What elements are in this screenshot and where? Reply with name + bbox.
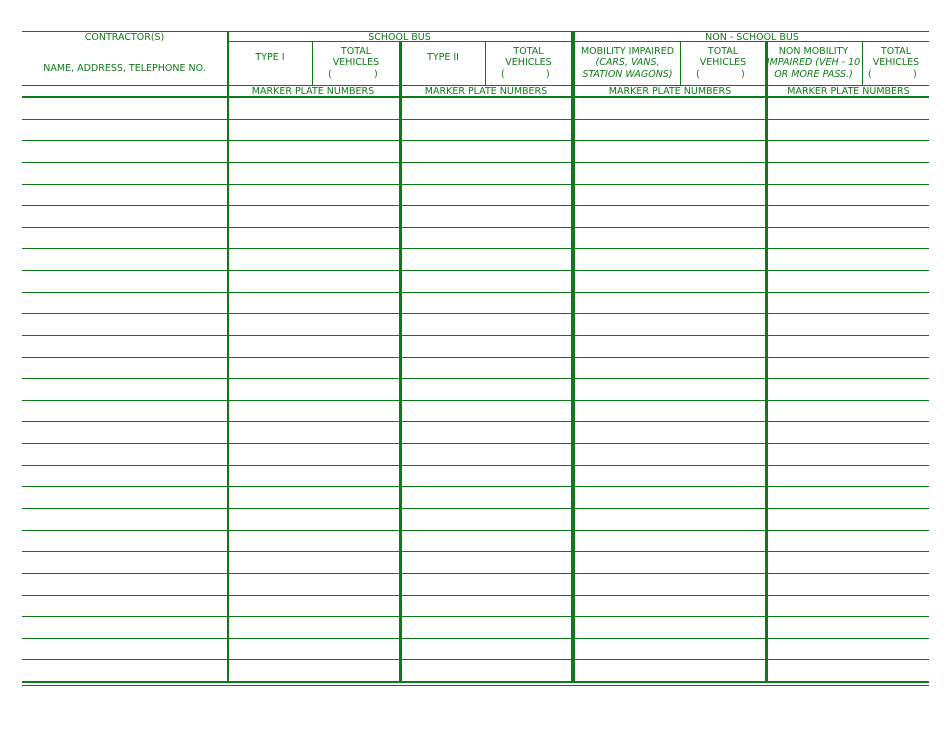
type2-vehicles-label: VEHICLES	[505, 57, 552, 68]
table-row	[22, 140, 929, 141]
mobility-paren-open: (	[696, 69, 700, 80]
col-divider-school-mid	[399, 41, 402, 681]
table-row	[22, 465, 929, 466]
type2-label: TYPE II	[427, 52, 459, 63]
table-row	[22, 378, 929, 379]
mobility-paren-close: )	[741, 69, 745, 80]
table-row	[22, 313, 929, 314]
table-row	[22, 184, 929, 185]
table-row	[22, 270, 929, 271]
mobility-line3: STATION WAGONS)	[582, 69, 673, 80]
bottom-rule-1	[22, 681, 929, 683]
type2-paren-close: )	[546, 69, 550, 80]
table-row	[22, 659, 929, 660]
contractors-label: CONTRACTOR(S)	[84, 32, 165, 43]
table-row	[22, 335, 929, 336]
table-row	[22, 119, 929, 120]
table-row	[22, 292, 929, 293]
table-row	[22, 551, 929, 552]
name-address-label: NAME, ADDRESS, TELEPHONE NO.	[43, 63, 206, 74]
type2-total-label: TOTAL	[513, 46, 544, 57]
type1-label: TYPE I	[255, 52, 285, 63]
table-row	[22, 616, 929, 617]
table-row	[22, 443, 929, 444]
table-row	[22, 400, 929, 401]
type2-paren-open: (	[501, 69, 505, 80]
type1-vehicles-label: VEHICLES	[332, 57, 380, 68]
type1-paren-close: )	[374, 69, 378, 80]
table-row	[22, 248, 929, 249]
type1-paren-open: (	[328, 69, 332, 80]
table-row	[22, 421, 929, 422]
table-row	[22, 486, 929, 487]
mobility-line2: (CARS, VANS,	[595, 57, 660, 68]
col-divider-nonschool-mid	[765, 41, 768, 681]
nonmobility-line1: NON MOBILITY	[778, 46, 849, 57]
table-row	[22, 573, 929, 574]
table-row	[22, 595, 929, 596]
nonmobility-total-label: TOTAL	[880, 46, 912, 57]
table-row	[22, 162, 929, 163]
table-row	[22, 227, 929, 228]
table-row	[22, 638, 929, 639]
bottom-rule-2	[22, 685, 929, 686]
nonmobility-vehicles-label: VEHICLES	[872, 57, 920, 68]
mobility-vehicles-label: VEHICLES	[699, 57, 747, 68]
mobility-line1: MOBILITY IMPAIRED	[580, 46, 675, 57]
marker-plate-label-3: MARKER PLATE NUMBERS	[608, 86, 732, 97]
marker-plate-label-1: MARKER PLATE NUMBERS	[251, 86, 375, 97]
nonmobility-line2: IMPAIRED (VEH - 10	[766, 57, 861, 68]
table-row	[22, 508, 929, 509]
marker-plate-label-4: MARKER PLATE NUMBERS	[787, 86, 910, 97]
table-row	[22, 357, 929, 358]
table-row	[22, 205, 929, 206]
type1-total-label: TOTAL	[340, 46, 372, 57]
non-school-bus-label: NON - SCHOOL BUS	[705, 32, 799, 43]
nonmobility-paren-close: )	[913, 69, 917, 80]
school-bus-label: SCHOOL BUS	[368, 32, 431, 43]
table-row	[22, 530, 929, 531]
nonmobility-line3: OR MORE PASS.)	[774, 69, 853, 80]
marker-plate-label-2: MARKER PLATE NUMBERS	[424, 86, 548, 97]
mobility-total-label: TOTAL	[707, 46, 739, 57]
nonmobility-paren-open: (	[868, 69, 872, 80]
